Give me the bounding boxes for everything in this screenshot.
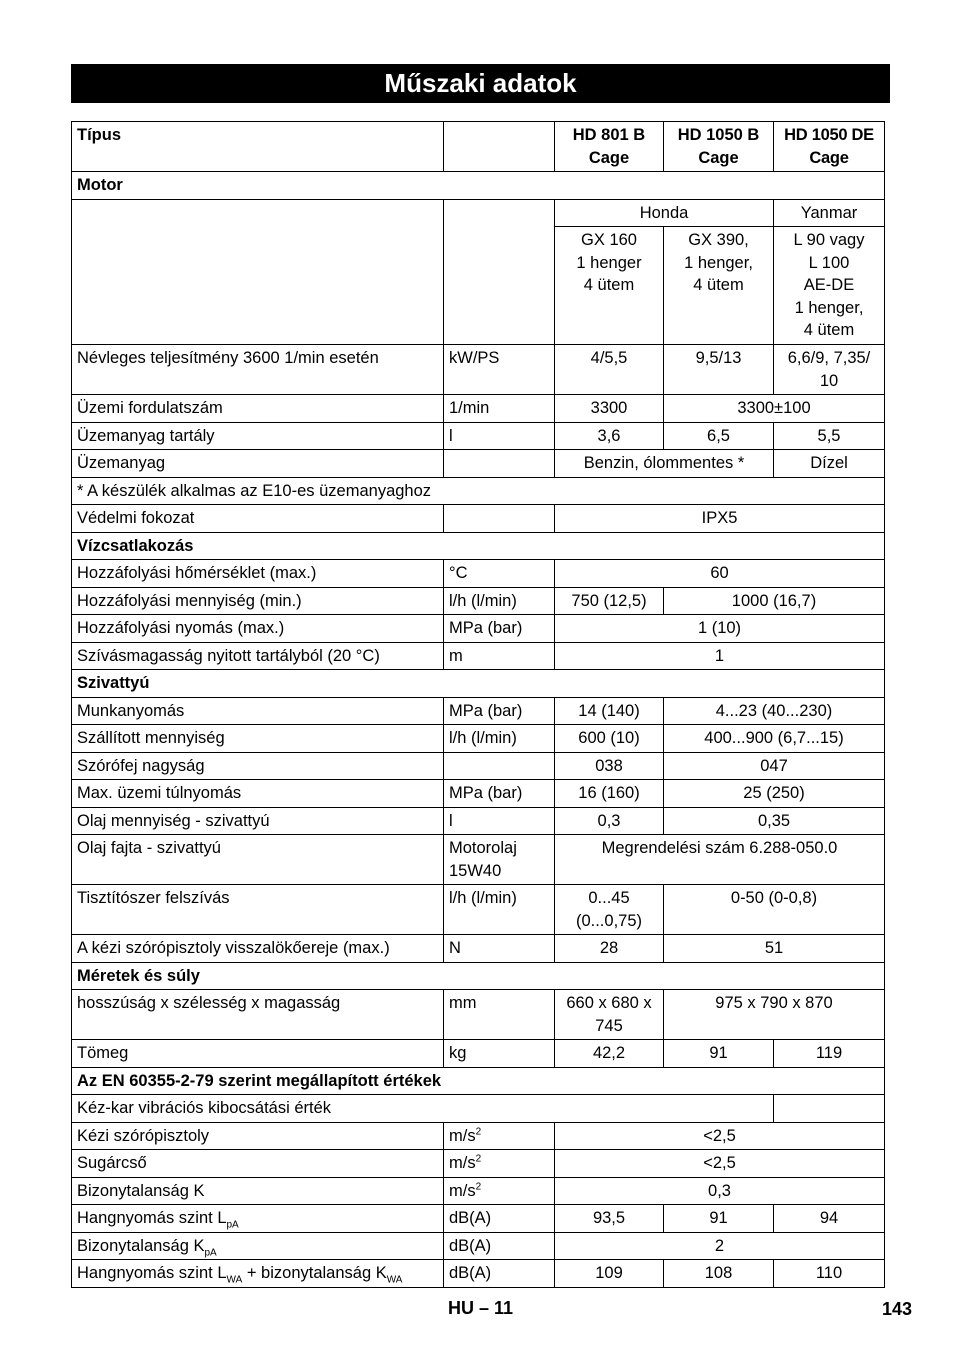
- table-row: Sugárcső $m/s^2$ <2,5: [72, 1150, 885, 1178]
- table-row: Bizonytalanság K $m/s^2$ 0,3: [72, 1177, 885, 1205]
- table-row: [72, 199, 885, 227]
- engine-model-3: L 90 vagy L 100 AE-DE 1 henger, 4 ütem: [774, 227, 885, 345]
- engine-make-yanmar: Yanmar: [774, 199, 885, 227]
- table-row: [72, 477, 885, 505]
- section-row: [72, 1067, 885, 1095]
- engine-make-honda: Honda: [555, 199, 774, 227]
- table-row: Munkanyomás MPa (bar) 14 (140) 4...23 (40...230): [72, 697, 885, 725]
- model-hd1050b: HD 1050 B Cage: [664, 122, 774, 172]
- page-title: Műszaki adatok: [71, 64, 890, 103]
- section-motor: Motor: [72, 172, 885, 200]
- section-water: Vízcsatlakozás: [72, 532, 885, 560]
- table-row: Üzemanyag tartály l 3,6 6,5 5,5: [72, 422, 885, 450]
- table-row: Üzemi fordulatszám 1/min 3300 3300±100: [72, 395, 885, 423]
- section-row: [72, 962, 885, 990]
- section-row: [72, 532, 885, 560]
- page-number: 143: [881, 1299, 912, 1319]
- header-row: [72, 122, 885, 172]
- table-row: Szórófej nagyság 038 047: [72, 752, 885, 780]
- table-row: Hozzáfolyási hőmérséklet (max.) °C 60: [72, 560, 885, 588]
- table-row: Hozzáfolyási nyomás (max.) MPa (bar) 1 (10): [72, 615, 885, 643]
- table-row: Max. üzemi túlnyomás MPa (bar) 16 (160) 25 (250): [72, 780, 885, 808]
- engine-model-1: GX 160 1 henger 4 ütem: [555, 227, 664, 345]
- table-row: Bizonytalanság $K_{pA}$ dB(A) 2: [72, 1232, 885, 1260]
- type-label: Típus: [72, 122, 444, 172]
- section-pump: Szivattyú: [72, 670, 885, 698]
- table-row: Olaj mennyiség - szivattyú l 0,3 0,35: [72, 807, 885, 835]
- fuel-footnote: * A készülék alkalmas az E10-es üzemanyaghoz: [72, 477, 885, 505]
- table-row: A kézi szórópisztoly visszalökőereje (max.) N 28 51: [72, 935, 885, 963]
- table-row: hosszúság x szélesség x magasság mm 660 x 680 x 745 975 x 790 x 870: [72, 990, 885, 1040]
- table-row: Védelmi fokozat IPX5: [72, 505, 885, 533]
- section-dimensions: Méretek és súly: [72, 962, 885, 990]
- table-row: Hangnyomás szint $L_{WA}$ + bizonytalanság $K_{WA}$ dB(A) 109 108 110: [72, 1260, 885, 1288]
- table-row: Üzemanyag Benzin, ólommentes * Dízel: [72, 450, 885, 478]
- model-hd1050de: HD 1050 DE Cage: [774, 122, 885, 172]
- section-en-values: Az EN 60355-2-79 szerint megállapított értékek: [72, 1067, 885, 1095]
- table-row: Szívásmagasság nyitott tartályból (20 °C) m 1: [72, 642, 885, 670]
- table-row: Tisztítószer felszívás l/h (l/min) 0...45 (0...0,75) 0-50 (0-0,8): [72, 885, 885, 935]
- table-row: Olaj fajta - szivattyú Motorolaj 15W40 Megrendelési szám 6.288-050.0: [72, 835, 885, 885]
- spec-table: [71, 121, 885, 1288]
- table-row: Hozzáfolyási mennyiség (min.) l/h (l/min) 750 (12,5) 1000 (16,7): [72, 587, 885, 615]
- table-row: Tömeg kg 42,2 91 119: [72, 1040, 885, 1068]
- page-footer-label: HU – 11: [448, 1298, 514, 1318]
- table-row: Szállított mennyiség l/h (l/min) 600 (10) 400...900 (6,7...15): [72, 725, 885, 753]
- table-row: Névleges teljesítmény 3600 1/min esetén kW/PS 4/5,5 9,5/13 6,6/9, 7,35/ 10: [72, 345, 885, 395]
- table-row: Kéz-kar vibrációs kibocsátási érték: [72, 1095, 885, 1123]
- table-row: Kézi szórópisztoly $m/s^2$ <2,5: [72, 1122, 885, 1150]
- section-row: [72, 670, 885, 698]
- table-row: Hangnyomás szint $L_{pA}$ dB(A) 93,5 91 94: [72, 1205, 885, 1233]
- engine-model-2: GX 390, 1 henger, 4 ütem: [664, 227, 774, 345]
- model-hd801b: HD 801 B Cage: [555, 122, 664, 172]
- section-row: [72, 172, 885, 200]
